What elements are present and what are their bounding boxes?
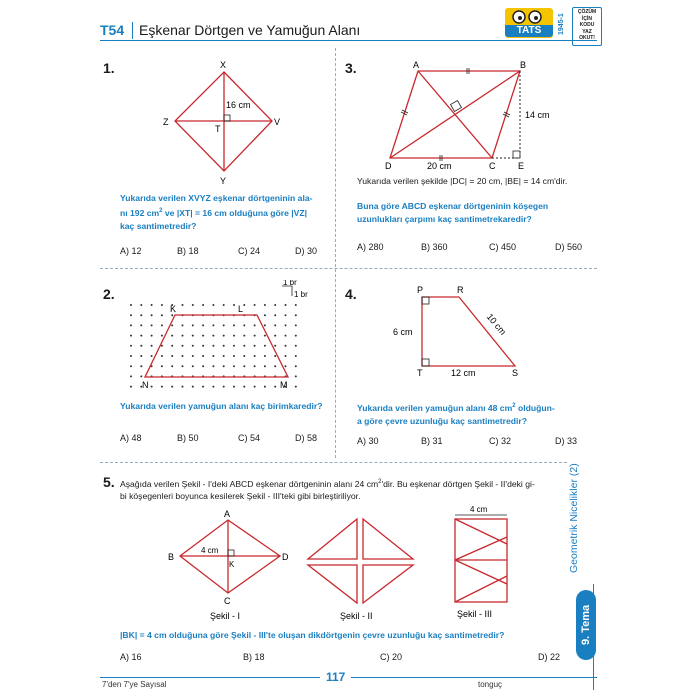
grid-dot (202, 304, 204, 306)
grid-dot (171, 355, 173, 357)
option-a[interactable]: A) 30 (357, 436, 379, 446)
grid-dot (274, 365, 276, 367)
grid-dot (202, 324, 204, 326)
grid-dot (295, 324, 297, 326)
question-text: Yukarıda verilen XVYZ eşkenar dörtgeninin ala- nı 192 $cm^2$ ve |XT| = 16 cm olduğuna göre |VZ| kaç santimetredir? (120, 193, 313, 231)
page-title: Eşkenar Dörtgen ve Yamuğun Alanı (139, 22, 361, 38)
grid-dot (130, 375, 132, 377)
column-divider (335, 48, 336, 458)
option-d[interactable]: D) 58 (295, 433, 318, 443)
grid-dot (161, 365, 163, 367)
grid-dot (233, 324, 235, 326)
side-subject: Geometrik Nicelikler (2) (568, 452, 598, 584)
grid-dot (254, 386, 256, 388)
grid-dot (243, 386, 245, 388)
dot-grid-trapezoid-figure (120, 280, 330, 392)
grid-dot (192, 355, 194, 357)
footer-book-title: 7'den 7'ye Sayısal (102, 680, 167, 689)
center-k-label: K (229, 560, 235, 569)
be-length-label: 14 cm (525, 110, 550, 120)
grid-dot (274, 335, 276, 337)
vertex-b-label: B (520, 60, 527, 70)
grid-dot (274, 345, 276, 347)
grid-dot (140, 345, 142, 347)
grid-dot (264, 365, 266, 367)
grid-dot (140, 365, 142, 367)
option-c[interactable]: C) 450 (489, 242, 517, 252)
grid-dot (130, 314, 132, 316)
vertex-y-label: Y (220, 176, 227, 186)
grid-dot (151, 386, 153, 388)
badge-line: ÇÖZÜM (577, 9, 597, 15)
grid-dot (285, 324, 287, 326)
question-premise: Yukarıda verilen şekilde |DC| = 20 cm, |BE| = 14 cm'dir. (357, 176, 568, 186)
grid-dot (274, 355, 276, 357)
grid-dot (254, 355, 256, 357)
option-d[interactable]: D) 22 (538, 652, 561, 662)
grid-dot (243, 365, 245, 367)
qr-badge[interactable] (572, 7, 602, 46)
grid-dot (151, 304, 153, 306)
grid-dot (212, 355, 214, 357)
figure-2-split-rhombus (305, 510, 420, 625)
vertex-c-label: C (489, 161, 496, 171)
vertex-r-label: R (457, 285, 464, 295)
grid-dot (285, 335, 287, 337)
option-b[interactable]: B) 18 (243, 652, 265, 662)
option-c[interactable]: C) 24 (238, 246, 261, 256)
option-a[interactable]: A) 280 (357, 242, 384, 252)
grid-dot (295, 355, 297, 357)
grid-dot (151, 324, 153, 326)
grid-dot (233, 345, 235, 347)
grid-dot (161, 386, 163, 388)
grid-dot (223, 335, 225, 337)
grid-dot (254, 345, 256, 347)
grid-dot (233, 304, 235, 306)
option-d[interactable]: D) 560 (555, 242, 583, 252)
pt-length-label: 6 cm (393, 327, 413, 337)
grid-dot (274, 304, 276, 306)
grid-dot (130, 345, 132, 347)
grid-dot (182, 365, 184, 367)
question-text: |BK| = 4 cm olduğuna göre Şekil - III'te oluşan dikdörtgenin çevre uzunluğu kaç santimetredir? (120, 630, 505, 640)
vertex-l-label: L (238, 304, 244, 314)
option-d[interactable]: D) 30 (295, 246, 318, 256)
grid-dot (285, 355, 287, 357)
option-b[interactable]: B) 18 (177, 246, 199, 256)
figure-1-rhombus (165, 508, 295, 623)
question-number: 2. (103, 286, 115, 302)
vertex-v-label: V (274, 117, 281, 127)
grid-dot (161, 345, 163, 347)
badge-code: 1945-1 (558, 13, 565, 35)
rhombus-figure (160, 58, 290, 190)
grid-dot (140, 335, 142, 337)
badge-line: KODU (579, 22, 595, 28)
vertex-p-label: P (417, 285, 424, 295)
grid-dot (161, 335, 163, 337)
grid-dot (192, 345, 194, 347)
badge-line: YAZ (582, 28, 592, 35)
grid-dot (151, 345, 153, 347)
figure-1-caption: Şekil - I (210, 611, 241, 621)
option-b[interactable]: B) 31 (421, 436, 443, 446)
grid-dot (202, 386, 204, 388)
header-rule (100, 40, 597, 41)
tats-logo (505, 8, 553, 38)
grid-dot (264, 355, 266, 357)
grid-dot (223, 304, 225, 306)
grid-dot (171, 324, 173, 326)
grid-dot (295, 375, 297, 377)
grid-dot (264, 314, 266, 316)
grid-dot (243, 304, 245, 306)
option-a[interactable]: A) 16 (120, 652, 142, 662)
rhombus-abcd-figure (380, 58, 560, 173)
unit-horizontal-label: 1 br (283, 280, 297, 287)
grid-dot (151, 355, 153, 357)
grid-dot (243, 355, 245, 357)
vertex-a-label: A (224, 509, 231, 519)
grid-dot (223, 345, 225, 347)
grid-dot (212, 335, 214, 337)
option-c[interactable]: C) 32 (489, 436, 512, 446)
test-code: T54 (100, 22, 125, 38)
option-a[interactable]: A) 48 (120, 433, 142, 443)
grid-dot (192, 324, 194, 326)
grid-dot (161, 355, 163, 357)
figure-2-caption: Şekil - II (340, 611, 373, 621)
grid-dot (212, 324, 214, 326)
vertex-b-label: B (168, 552, 175, 562)
grid-dot (182, 304, 184, 306)
grid-dot (202, 365, 204, 367)
question-text: Yukarıda verilen yamuğun alanı kaç birimkaredir? (120, 401, 323, 411)
vertex-d-label: D (385, 161, 392, 171)
grid-dot (243, 345, 245, 347)
footer-publisher: tonguç (478, 680, 503, 689)
badge-line: İÇİN (582, 15, 592, 22)
grid-dot (233, 386, 235, 388)
figure-3-rectangle (445, 502, 520, 622)
grid-dot (264, 386, 266, 388)
question-number: 1. (103, 60, 115, 76)
vertex-z-label: Z (163, 117, 169, 127)
grid-dot (151, 335, 153, 337)
vertex-d-label: D (282, 552, 289, 562)
grid-dot (254, 324, 256, 326)
grid-dot (161, 304, 163, 306)
grid-dot (130, 304, 132, 306)
row-divider (100, 268, 597, 269)
grid-dot (140, 324, 142, 326)
grid-dot (202, 345, 204, 347)
grid-dot (161, 324, 163, 326)
grid-dot (274, 314, 276, 316)
grid-dot (171, 335, 173, 337)
grid-dot (212, 386, 214, 388)
grid-dot (171, 314, 173, 316)
grid-dot (182, 355, 184, 357)
option-c[interactable]: C) 20 (380, 652, 403, 662)
grid-dot (285, 345, 287, 347)
tats-logo-text: TATS (505, 25, 553, 37)
length-label: 16 cm (226, 100, 251, 110)
grid-dot (212, 365, 214, 367)
grid-dot (264, 324, 266, 326)
vertex-a-label: A (413, 60, 420, 70)
dc-length-label: 20 cm (427, 161, 452, 171)
side-theme-tab: 9. Tema (576, 590, 596, 660)
grid-dot (182, 345, 184, 347)
grid-dot (192, 335, 194, 337)
vertex-k-label: K (170, 304, 177, 314)
question-number: 4. (345, 286, 357, 302)
grid-dot (202, 335, 204, 337)
row-divider (100, 462, 597, 463)
question-number: 5. (103, 474, 115, 490)
question-number: 3. (345, 60, 357, 76)
grid-dot (233, 365, 235, 367)
grid-dot (243, 335, 245, 337)
vertex-s-label: S (512, 368, 519, 378)
grid-dot (295, 304, 297, 306)
grid-dot (254, 365, 256, 367)
grid-dot (140, 355, 142, 357)
grid-dot (130, 386, 132, 388)
badge-line: OKUT! (579, 35, 595, 41)
grid-dot (130, 324, 132, 326)
vertex-m-label: M (280, 380, 288, 390)
grid-dot (192, 304, 194, 306)
page-number: 117 (320, 670, 351, 684)
option-d[interactable]: D) 33 (555, 436, 578, 446)
grid-dot (140, 304, 142, 306)
grid-dot (140, 375, 142, 377)
grid-dot (182, 324, 184, 326)
grid-dot (274, 386, 276, 388)
grid-dot (233, 355, 235, 357)
grid-dot (212, 304, 214, 306)
grid-dot (151, 314, 153, 316)
vertex-x-label: X (220, 60, 227, 70)
vertex-e-label: E (518, 161, 525, 171)
title-divider (132, 22, 133, 39)
grid-dot (295, 335, 297, 337)
grid-dot (285, 365, 287, 367)
grid-dot (171, 386, 173, 388)
grid-dot (274, 324, 276, 326)
grid-dot (192, 386, 194, 388)
grid-dot (264, 345, 266, 347)
right-trapezoid-figure (385, 280, 535, 380)
question-premise: Aşağıda verilen Şekil - I'deki ABCD eşkenar dörtgeninin alanı 24 $cm^2'dir$. Bu eşkenar dörtgen Şekil - II'deki gi- bi köşegenleri boyunca kesilerek Şekil - III'teki gibi birleştiriliyor. (120, 478, 535, 501)
grid-dot (264, 335, 266, 337)
grid-dot (130, 335, 132, 337)
ts-length-label: 12 cm (451, 368, 476, 378)
center-t-label: T (215, 124, 221, 134)
figure-3-caption: Şekil - III (457, 609, 493, 619)
option-b[interactable]: B) 360 (421, 242, 448, 252)
grid-dot (223, 324, 225, 326)
grid-dot (161, 314, 163, 316)
grid-dot (223, 355, 225, 357)
grid-dot (140, 314, 142, 316)
grid-dot (285, 314, 287, 316)
question-text: Buna göre ABCD eşkenar dörtgeninin köşegen uzunlukları çarpımı kaç santimetrekaredir? (357, 201, 549, 224)
grid-dot (171, 365, 173, 367)
option-a[interactable]: A) 12 (120, 246, 142, 256)
grid-dot (182, 386, 184, 388)
unit-vertical-label: 1 br (294, 290, 308, 299)
grid-dot (295, 365, 297, 367)
grid-dot (202, 355, 204, 357)
grid-dot (264, 304, 266, 306)
grid-dot (212, 345, 214, 347)
grid-dot (223, 386, 225, 388)
grid-dot (254, 304, 256, 306)
grid-dot (130, 365, 132, 367)
vertex-n-label: N (142, 380, 149, 390)
grid-dot (171, 345, 173, 347)
grid-dot (254, 335, 256, 337)
grid-dot (285, 304, 287, 306)
rs-length-label: 10 cm (484, 311, 509, 337)
grid-dot (295, 345, 297, 347)
width-length-label: 4 cm (470, 505, 488, 514)
grid-dot (295, 386, 297, 388)
grid-dot (233, 335, 235, 337)
option-c[interactable]: C) 54 (238, 433, 261, 443)
grid-dot (192, 365, 194, 367)
grid-dot (182, 335, 184, 337)
vertex-t-label: T (417, 368, 423, 378)
question-text: Yukarıda verilen yamuğun alanı 48 $cm^2$ olduğun- a göre çevre uzunluğu kaç santimetredir? (357, 402, 555, 426)
grid-dot (130, 355, 132, 357)
option-b[interactable]: B) 50 (177, 433, 199, 443)
grid-dot (295, 314, 297, 316)
grid-dot (223, 365, 225, 367)
vertex-c-label: C (224, 596, 231, 606)
bk-length-label: 4 cm (201, 546, 219, 555)
grid-dot (243, 324, 245, 326)
